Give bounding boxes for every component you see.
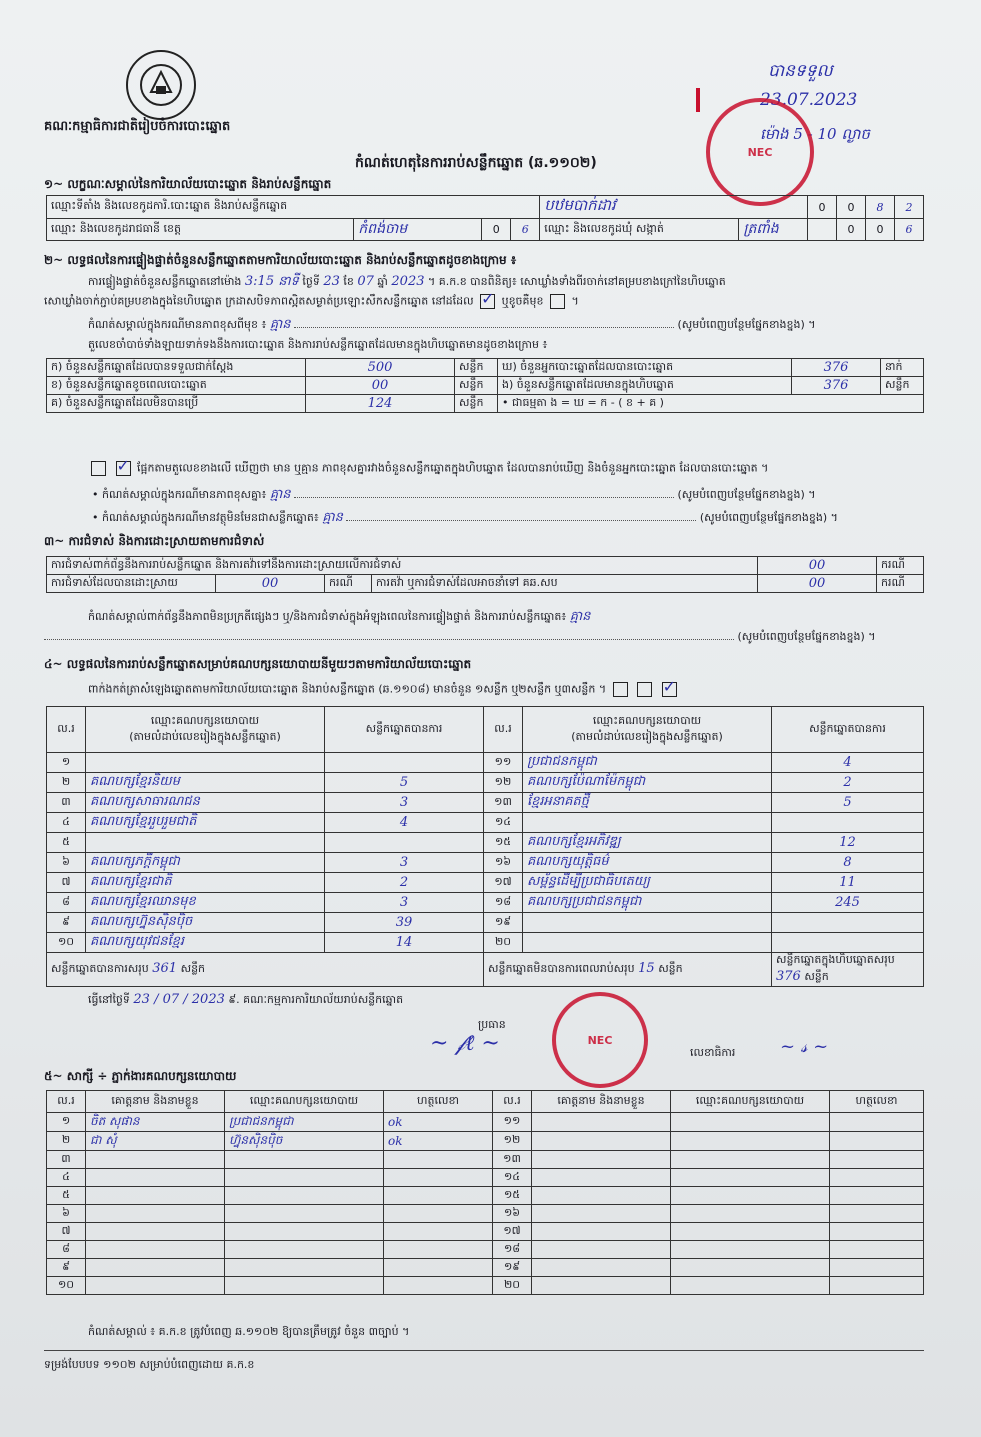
witness-name <box>86 1151 225 1169</box>
result-votes <box>325 753 484 773</box>
witness-row <box>47 1113 924 1132</box>
signing-date-value: 23 / 07 / 2023 <box>133 992 225 1007</box>
figures-table: ក) ចំនួនសន្លឹកឆ្នោតដែលបានទទួលជាក់ស្តែង 500 សន្លឹក ឃ) ចំនួនអ្នកបោះឆ្នោតដែលបានបោះឆ្នោត 376 នាក់ ខ) ចំនួនសន្លឹកឆ្នោតខូចពេលបោះឆ្នោត 00 សន្លឹក ង) ចំនួនសន្លឹកឆ្នោតដែលមានក្នុងហិបឆ្នោត 376 សន្លឹក គ) ចំនួនសន្លឹកឆ្នោតដែលមិនបានប្រើ 124 សន្លឹក • ជាធម្មតា ង = ឃ = ក - ( ខ + គ ) <box>46 358 924 413</box>
result-votes <box>772 913 924 933</box>
witness-name: ជា សុំ <box>86 1132 225 1151</box>
document-page: គណៈកម្មាធិការជាតិរៀបចំការបោះឆ្នោត កំណត់ហេតុនៃការរាប់សន្លឹកឆ្នោត (ឆ.១១០២) បានទទួល 23.07.2023 ម៉ោង 5 - 10 ល្ងាច NEC ១~ លក្ខណៈសម្គាល់នៃការិយាល័យបោះឆ្នោត និងរាប់សន្លឹកឆ្នោត ឈ្មោះទីតាំង និងលេខកូដការិ.បោះឆ្នោត និងរាប់សន្លឹកឆ្នោត បឋមបាក់ដាវ 0 0 8 2 ឈ្មោះ និងលេខកូដរាជធានី ខេត្ត កំពង់ចាម 0 6 ឈ្មោះ និងលេខកូដឃុំ សង្កាត់ ត្រពាំង 0 0 6 ២~ លទ្ធផលនៃការផ្ទៀងផ្ទាត់ចំនួនសន្លឹកឆ្នោតតាមការិយាល័យបោះឆ្នោត និងរាប់សន្លឹកឆ្នោតដូចខាងក្រោម ៖ ការផ្ទៀងផ្ទាត់ចំនួនសន្លឹកឆ្នោតនៅម៉ោង 3:15 នាទី ថ្ងៃទី 23 ខែ 07 ឆ្នាំ 2023 ។ គ.ក.ខ បានពិនិត្យ៖ សោឃ្លាំងទាំងពីរចាក់នៅគម្របខាងក្រៅនៃហិបឆ្នោត សោឃ្លាំងចាក់ភ្ជាប់គម្របខាងក្នុងនៃហិបឆ្នោត ក្រដាសបិទភាពស្អិតសម្ងាត់ប្រឡោះសឹកសន្លឹកឆ្នោត នៅដដែល ✓ ឬខូចគឺមុខ ។ កំណត់សម្គាល់ក្នុងករណីមានភាពខុសពីមុខ ៖ គ្មាន (សូមបំពេញបន្ថែមផ្នែកខាងខ្នង) ។ តួលេខចាំបាច់ទាំងឡាយទាក់ទងនឹងការបោះឆ្នោត និងការរាប់សន្លឹកឆ្នោតដែលមានក្នុងហិបឆ្នោតមានដូចខាងក្រោម ៖ ក) ចំនួនសន្លឹកឆ្នោតដែលបានទទួលជាក់ស្តែង 500 សន្លឹក ឃ) ចំនួនអ្នកបោះឆ្នោតដែលបានបោះឆ្នោត 376 នាក់ ខ) ចំនួនសន្លឹកឆ្នោតខូចពេលបោះឆ្នោត 00 សន្លឹក ង) ចំនួនសន្លឹកឆ្នោតដែលមានក្នុងហិបឆ្នោត 376 សន្លឹក គ) ចំនួនសន្លឹកឆ្នោតដែលមិនបានប្រើ 124 សន្លឹក • ជាធម្មតា ង = ឃ = ក - ( ខ + គ ) ✓ ផ្អែកតាមតួលេខខាងលើ ឃើញថា មាន ឬគ្មាន ភាពខុសគ្នារវាងចំនួនសន្លឹកឆ្នោតក្នុងហិបឆ្នោត ដែលបានរាប់ឃើញ និងចំនួនអ្នកបោះឆ្នោត ដែលបានបោះឆ្នោត ។ • កំណត់សម្គាល់ក្នុងករណីមានភាពខុសគ្នា៖ គ្មាន (សូមបំពេញបន្ថែមផ្នែកខាងខ្នង) ។ • កំណត់សម្គាល់ក្នុងករណីមានវត្ថុមិនមែនជាសន្លឹកឆ្នោត៖ គ្មាន (សូមបំពេញបន្ថែមផ្នែកខាងខ្នង) ។ ៣~ ការជំទាស់ និងការដោះស្រាយតាមការជំទាស់ ការជំទាស់ពាក់ព័ន្ធនឹងការរាប់សន្លឹកឆ្នោត និងការតវ៉ាទៅនឹងការដោះស្រាយលើការជំទាស់ 00 ករណី ការជំទាស់ដែលបានដោះស្រាយ 00 ករណី ការតវ៉ា ឬការជំទាស់ដែលអាចនាំទៅ គឆ.សប 00 ករណី កំណត់សម្គាល់ពាក់ព័ន្ធនឹងភាពមិនប្រក្រតីផ្សេងៗ ឬ/និងការជំទាស់ក្នុងអំឡុងពេលនៃការផ្ទៀងផ្ទាត់ និងការរាប់សន្លឹកឆ្នោត៖ គ្មាន (សូមបំពេញបន្ថែមផ្នែកខាងខ្នង) ។ ៤~ លទ្ធផលនៃការរាប់សន្លឹកឆ្នោតសម្រាប់គណបក្សនយោបាយនីមួយៗតាមការិយាល័យបោះឆ្នោត ពាក់ងកត់ត្រាសំឡេងឆ្នោតតាមការិយាល័យបោះឆ្នោត និងរាប់សន្លឹកឆ្នោត (ឆ.១១០៨) មានចំនួន ១សន្លឹក ឬ២សន្លឹក ឬ៣សន្លឹក ។ ✓ ល.រ ឈ្មោះគណបក្សនយោបាយ (តាមលំដាប់លេខរៀងក្នុងសន្លឹកឆ្នោត) សន្លឹកឆ្នោតបានការ ល.រ ឈ្មោះគណបក្សនយោបាយ (តាមលំដាប់លេខរៀងក្នុងសន្លឹកឆ្នោត) សន្លឹកឆ្នោតបានការ ១ ១១ ប្រជាជនកម្ពុជា 4 ២ គណបក្សខ្មែរនិយម 5 ១២ គណបក្សប៉ែណាម៉ែកម្ពុជា 2 ៣ គណបក្សសាធារណជន 3 ១៣ ខ្មែរអនាគតថ្មី 5 ៤ គណបក្សខ្មែររួបរួមជាតិ 4 ១៤ ៥ ១៥ គណបក្សខ្មែរអភិវឌ្ឍ 12 ៦ គណបក្សភក្តីកម្ពុជា 3 ១៦ គណបក្សយុត្តិធម៌ 8 ៧ គណបក្សខ្មែរជាតិ 2 ១៧ សម្ព័ន្ធដើម្បីប្រជាធិបតេយ្យ 11 ៨ គណបក្សខ្មែរឈានមុខ 3 ១៨ គណបក្សប្រជាជនកម្ពុជា 245 ៩ គណបក្សហ្វ៊ុនស៊ិនប៉ិច 39 ១៩ ១០ គណបក្សយុវជនខ្មែរ 14 ២០ សន្លឹកឆ្នោតបានការសរុប 361 សន្លឹក សន្លឹកឆ្នោតមិនបានការពេលរាប់សរុប 15 សន្លឹក សន្លឹកឆ្នោតក្នុងហិបឆ្នោតសរុប 376 សន្លឹក ធ្វើនៅថ្ងៃទី 23 / 07 / 2023 ៩. គណៈកម្មការការិយាល័យរាប់សន្លឹកឆ្នោត ប្រធាន ~ 𝒻ℓ ~ NEC លេខាធិការ ~ 𝓈 ~ ៥~ សាក្សី ÷ ភ្នាក់ងារគណបក្សនយោបាយ ល.រ គោត្តនាម និងនាមខ្លួន ឈ្មោះគណបក្សនយោបាយ ហត្ថលេខា ល.រ គោត្តនាម និងនាមខ្លួន ឈ្មោះគណបក្សនយោបាយ ហត្ថលេខា ១ ចិត សុផាន ប្រជាជនកម្ពុជា ok ១១ ២ ជា សុំ ហ្វ៊ុនស៊ិនប៉ិច ok ១២ ៣ ១៣ ៤ ១៤ ៥ ១៥ ៦ ១៦ ៧ ១៧ ៨ ១៨ ៩ ១៩ ១០ ២០ កំណត់សម្គាល់ ៖ គ.ក.ខ ត្រូវបំពេញ ឆ.១១០២ ឱ្យបានត្រឹមត្រូវ ចំនួន ៣ច្បាប់ ។ ទម្រង់បែបបទ ១១០២ សម្រាប់បំពេញដោយ គ.ក.ខ <box>0 0 981 1437</box>
witness-empty-cell <box>830 1169 924 1187</box>
result-no: ២ <box>47 773 86 793</box>
witness-party <box>225 1223 384 1241</box>
commune-code-1: 0 <box>837 219 866 241</box>
witness-empty-cell <box>532 1187 671 1205</box>
result-no: ១២ <box>484 773 523 793</box>
result-party <box>523 913 772 933</box>
witness-empty-cell <box>830 1223 924 1241</box>
witness-sig <box>384 1277 493 1295</box>
received-stamp: NEC <box>706 98 814 206</box>
witness-row <box>47 1169 924 1187</box>
location-code-2: 0 <box>837 196 866 219</box>
result-party: គណបក្សខ្មែរជាតិ <box>86 873 325 893</box>
complaints-table: ការជំទាស់ពាក់ព័ន្ធនឹងការរាប់សន្លឹកឆ្នោត និងការតវ៉ាទៅនឹងការដោះស្រាយលើការជំទាស់ 00 ករណី ការជំទាស់ដែលបានដោះស្រាយ 00 ករណី ការតវ៉ា ឬការជំទាស់ដែលអាចនាំទៅ គឆ.សប 00 ករណី <box>46 556 924 593</box>
sheets-3-checkbox[interactable] <box>662 682 677 697</box>
result-votes: 3 <box>325 793 484 813</box>
witness-empty-cell <box>532 1241 671 1259</box>
witness-empty-cell <box>532 1151 671 1169</box>
witness-sig <box>384 1187 493 1205</box>
province-value: កំពង់ចាម <box>354 219 482 241</box>
result-votes: 2 <box>772 773 924 793</box>
witness-empty-cell <box>671 1241 830 1259</box>
total-box: សន្លឹកឆ្នោតក្នុងហិបឆ្នោតសរុប 376 សន្លឹក <box>772 953 924 987</box>
result-votes: 39 <box>325 913 484 933</box>
result-no: ១ <box>47 753 86 773</box>
total-valid: សន្លឹកឆ្នោតបានការសរុប 361 សន្លឹក <box>47 953 484 987</box>
total-invalid-value: 15 <box>638 961 655 976</box>
result-party: គណបក្សប៉ែណាម៉ែកម្ពុជា <box>523 773 772 793</box>
witness-sig <box>384 1259 493 1277</box>
unused-ballots-value: 124 <box>306 395 455 413</box>
witness-empty-cell <box>830 1205 924 1223</box>
witness-party <box>225 1151 384 1169</box>
witness-empty-cell <box>532 1277 671 1295</box>
witness-row <box>47 1259 924 1277</box>
result-no: ១៤ <box>484 813 523 833</box>
result-no: ៧ <box>47 873 86 893</box>
witness-party <box>225 1169 384 1187</box>
result-party: គណបក្សភក្តីកម្ពុជា <box>86 853 325 873</box>
result-no: ២០ <box>484 933 523 953</box>
result-row <box>47 933 924 953</box>
witness-row <box>47 1277 924 1295</box>
witness-empty-cell <box>532 1205 671 1223</box>
chair-label: ប្រធាន <box>478 1018 506 1031</box>
footer-note: កំណត់សម្គាល់ ៖ គ.ក.ខ ត្រូវបំពេញ ឆ.១១០២ ឱ្យបានត្រឹមត្រូវ ចំនួន ៣ច្បាប់ ។ <box>88 1325 410 1338</box>
location-code-4: 2 <box>895 196 924 219</box>
witness-no: ១១ <box>493 1113 532 1132</box>
witness-no: ៦ <box>47 1205 86 1223</box>
result-row <box>47 753 924 773</box>
witness-row <box>47 1223 924 1241</box>
result-party <box>523 933 772 953</box>
result-no: ៤ <box>47 813 86 833</box>
witness-no: ១៦ <box>493 1205 532 1223</box>
result-votes: 2 <box>325 873 484 893</box>
result-party: គណបក្សហ្វ៊ុនស៊ិនប៉ិច <box>86 913 325 933</box>
complaints-label: ការជំទាស់ពាក់ព័ន្ធនឹងការរាប់សន្លឹកឆ្នោត និងការតវ៉ាទៅនឹងការដោះស្រាយលើការជំទាស់ <box>47 557 758 575</box>
witness-name <box>86 1187 225 1205</box>
witness-no: ៩ <box>47 1259 86 1277</box>
result-row <box>47 913 924 933</box>
nec-logo <box>126 50 196 120</box>
commune-value: ត្រពាំង <box>739 219 808 241</box>
witness-sig <box>384 1169 493 1187</box>
result-votes: 4 <box>325 813 484 833</box>
chair-signature: ~ 𝒻ℓ ~ <box>430 1031 500 1056</box>
province-code-1: 0 <box>482 219 511 241</box>
section1-table <box>46 195 924 241</box>
secretary-signature: ~ 𝓈 ~ <box>780 1036 829 1057</box>
result-votes: 12 <box>772 833 924 853</box>
witness-empty-cell <box>671 1223 830 1241</box>
result-party: គណបក្សខ្មែររួបរួមជាតិ <box>86 813 325 833</box>
seal-broken-checkbox[interactable] <box>550 294 565 309</box>
witness-sig <box>384 1241 493 1259</box>
witness-empty-cell <box>671 1259 830 1277</box>
result-no: ៥ <box>47 833 86 853</box>
witness-no: ១៤ <box>493 1169 532 1187</box>
result-votes: 5 <box>325 773 484 793</box>
appeals-label: ការតវ៉ា ឬការជំទាស់ដែលអាចនាំទៅ គឆ.សប <box>372 575 758 593</box>
result-votes <box>772 933 924 953</box>
witness-empty-cell <box>532 1169 671 1187</box>
results-table: ល.រ ឈ្មោះគណបក្សនយោបាយ (តាមលំដាប់លេខរៀងក្នុងសន្លឹកឆ្នោត) សន្លឹកឆ្នោតបានការ ល.រ ឈ្មោះគណបក្សនយោបាយ (តាមលំដាប់លេខរៀងក្នុងសន្លឹកឆ្នោត) សន្លឹកឆ្នោតបានការ ១ ១១ ប្រជាជនកម្ពុជា 4 ២ គណបក្សខ្មែរនិយម 5 ១២ គណបក្សប៉ែណាម៉ែកម្ពុជា 2 ៣ គណបក្សសាធារណជន 3 ១៣ ខ្មែរអនាគតថ្មី 5 ៤ គណបក្សខ្មែររួបរួមជាតិ 4 ១៤ ៥ ១៥ គណបក្សខ្មែរអភិវឌ្ឍ 12 ៦ គណបក្សភក្តីកម្ពុជា 3 ១៦ គណបក្សយុត្តិធម៌ 8 ៧ គណបក្សខ្មែរជាតិ 2 ១៧ សម្ព័ន្ធដើម្បីប្រជាធិបតេយ្យ 11 ៨ គណបក្សខ្មែរឈានមុខ 3 ១៨ គណបក្សប្រជាជនកម្ពុជា 245 ៩ គណបក្សហ្វ៊ុនស៊ិនប៉ិច 39 ១៩ ១០ គណបក្សយុវជនខ្មែរ 14 ២០ សន្លឹកឆ្នោតបានការសរុប 361 សន្លឹក សន្លឹកឆ្នោតមិនបានការពេលរាប់សរុប 15 សន្លឹក សន្លឹកឆ្នោតក្នុងហិបឆ្នោតសរុប 376 សន្លឹក <box>46 706 924 987</box>
witness-no: ៥ <box>47 1187 86 1205</box>
irregularity-note: កំណត់សម្គាល់ពាក់ព័ន្ធនឹងភាពមិនប្រក្រតីផ្សេងៗ ឬ/និងការជំទាស់ក្នុងអំឡុងពេលនៃការផ្ទៀងផ្ទាត់ និងការរាប់សន្លឹកឆ្នោត៖ គ្មាន <box>88 609 591 624</box>
witness-no: ៣ <box>47 1151 86 1169</box>
result-row <box>47 853 924 873</box>
witness-empty-cell <box>830 1241 924 1259</box>
witness-row <box>47 1205 924 1223</box>
section2-heading: ២~ លទ្ធផលនៃការផ្ទៀងផ្ទាត់ចំនួនសន្លឹកឆ្នោតតាមការិយាល័យបោះឆ្នោត និងរាប់សន្លឹកឆ្នោតដូចខាងក្រោម ៖ <box>44 253 517 267</box>
bullet-foreign: • កំណត់សម្គាល់ក្នុងករណីមានវត្ថុមិនមែនជាសន្លឹកឆ្នោត៖ គ្មាន (សូមបំពេញបន្ថែមផ្នែកខាងខ្នង) ។ <box>92 510 838 525</box>
received-ballots-label: ក) ចំនួនសន្លឹកឆ្នោតដែលបានទទួលជាក់ស្តែង <box>47 359 306 377</box>
witness-empty-cell <box>830 1132 924 1151</box>
section4-heading: ៤~ លទ្ធផលនៃការរាប់សន្លឹកឆ្នោតសម្រាប់គណបក្សនយោបាយនីមួយៗតាមការិយាល័យបោះឆ្នោត <box>44 657 472 671</box>
witness-row <box>47 1241 924 1259</box>
received-ballots-value: 500 <box>306 359 455 377</box>
received-time: ម៉ោង 5 - 10 ល្ងាច <box>760 125 870 143</box>
witness-empty-cell <box>671 1277 830 1295</box>
spoiled-ballots-value: 00 <box>306 377 455 395</box>
witness-empty-cell <box>671 1151 830 1169</box>
seal-note-value: គ្មាន <box>269 317 291 332</box>
location-code-1: 0 <box>808 196 837 219</box>
result-no: ៣ <box>47 793 86 813</box>
location-value: បឋមបាក់ដាវ <box>540 196 808 219</box>
result-no: ១៩ <box>484 913 523 933</box>
count-year: 2023 <box>391 274 425 289</box>
total-box-value: 376 <box>776 969 801 984</box>
section4-intro: ពាក់ងកត់ត្រាសំឡេងឆ្នោតតាមការិយាល័យបោះឆ្នោត និងរាប់សន្លឹកឆ្នោត (ឆ.១១០៨) មានចំនួន ១សន្លឹក ឬ២សន្លឹក ឬ៣សន្លឹក ។ ✓ <box>88 682 680 699</box>
section1-heading: ១~ លក្ខណៈសម្គាល់នៃការិយាល័យបោះឆ្នោត និងរាប់សន្លឹកឆ្នោត <box>44 177 332 191</box>
result-no: ១០ <box>47 933 86 953</box>
sheets-1-checkbox[interactable] <box>613 682 628 697</box>
total-invalid: សន្លឹកឆ្នោតមិនបានការពេលរាប់សរុប 15 សន្លឹក <box>484 953 772 987</box>
result-row <box>47 873 924 893</box>
location-label: ឈ្មោះទីតាំង និងលេខកូដការិ.បោះឆ្នោត និងរាប់សន្លឹកឆ្នោត <box>47 196 540 219</box>
witness-empty-cell <box>830 1113 924 1132</box>
witness-party <box>225 1259 384 1277</box>
result-votes: 14 <box>325 933 484 953</box>
count-time: 3:15 នាទី <box>244 274 299 289</box>
witness-empty-cell <box>830 1277 924 1295</box>
received-date: 23.07.2023 <box>760 90 858 110</box>
witness-no: ១៧ <box>493 1223 532 1241</box>
witness-row <box>47 1187 924 1205</box>
bullet-diff: • កំណត់សម្គាល់ក្នុងករណីមានភាពខុសគ្នា៖ គ្មាន (សូមបំពេញបន្ថែមផ្នែកខាងខ្នង) ។ <box>92 487 816 502</box>
count-month: 07 <box>357 274 374 289</box>
commune-label: ឈ្មោះ និងលេខកូដឃុំ សង្កាត់ <box>540 219 739 241</box>
result-party <box>86 833 325 853</box>
diff-no-checkbox[interactable] <box>116 461 131 476</box>
result-row <box>47 773 924 793</box>
result-votes: 11 <box>772 873 924 893</box>
resolved-label: ការជំទាស់ដែលបានដោះស្រាយ <box>47 575 216 593</box>
result-no: ១៦ <box>484 853 523 873</box>
result-party: គណបក្សខ្មែរឈានមុខ <box>86 893 325 913</box>
result-party: សម្ព័ន្ធដើម្បីប្រជាធិបតេយ្យ <box>523 873 772 893</box>
witness-name <box>86 1241 225 1259</box>
result-party: ប្រជាជនកម្ពុជា <box>523 753 772 773</box>
witness-no: ១៥ <box>493 1187 532 1205</box>
witness-name: ចិត សុផាន <box>86 1113 225 1132</box>
section2-para4: តួលេខចាំបាច់ទាំងឡាយទាក់ទងនឹងការបោះឆ្នោត និងការរាប់សន្លឹកឆ្នោតដែលមានក្នុងហិបឆ្នោតមានដូចខាងក្រោម ៖ <box>88 338 548 351</box>
witness-no: ១៨ <box>493 1241 532 1259</box>
total-valid-value: 361 <box>152 961 178 976</box>
seal-intact-checkbox[interactable] <box>480 294 495 309</box>
result-party: គណបក្សសាធារណជន <box>86 793 325 813</box>
witness-name <box>86 1259 225 1277</box>
witness-no: ១២ <box>493 1132 532 1151</box>
unused-ballots-label: គ) ចំនួនសន្លឹកឆ្នោតដែលមិនបានប្រើ <box>47 395 306 413</box>
witness-empty-cell <box>671 1132 830 1151</box>
result-party <box>523 813 772 833</box>
witness-party <box>225 1241 384 1259</box>
witness-party: ហ្វ៊ុនស៊ិនប៉ិច <box>225 1132 384 1151</box>
witness-no: ២ <box>47 1132 86 1151</box>
result-party: គណបក្សប្រជាជនកម្ពុជា <box>523 893 772 913</box>
result-no: ៨ <box>47 893 86 913</box>
witness-sig: ok <box>384 1132 493 1151</box>
result-votes: 4 <box>772 753 924 773</box>
spoiled-ballots-label: ខ) ចំនួនសន្លឹកឆ្នោតខូចពេលបោះឆ្នោត <box>47 377 306 395</box>
witness-no: ៧ <box>47 1223 86 1241</box>
result-no: ៩ <box>47 913 86 933</box>
result-votes <box>325 833 484 853</box>
secretary-label: លេខាធិការ <box>690 1046 736 1059</box>
appeals-value: 00 <box>758 575 877 593</box>
committee-stamp: NEC <box>552 992 648 1088</box>
province-code-2: 6 <box>511 219 540 241</box>
witness-sig: ok <box>384 1113 493 1132</box>
result-no: ១៥ <box>484 833 523 853</box>
result-row <box>47 813 924 833</box>
witness-sig <box>384 1205 493 1223</box>
ballots-in-box-value: 376 <box>792 377 881 395</box>
sheets-2-checkbox[interactable] <box>637 682 652 697</box>
voters-label: ឃ) ចំនួនអ្នកបោះឆ្នោតដែលបានបោះឆ្នោត <box>498 359 792 377</box>
section3-heading: ៣~ ការជំទាស់ និងការដោះស្រាយតាមការជំទាស់ <box>44 534 265 548</box>
witness-empty-cell <box>532 1223 671 1241</box>
voters-value: 376 <box>792 359 881 377</box>
witness-name <box>86 1277 225 1295</box>
commune-code-3: 6 <box>895 219 924 241</box>
result-votes: 3 <box>325 853 484 873</box>
result-party: គណបក្សខ្មែរអភិវឌ្ឍ <box>523 833 772 853</box>
witness-table: ល.រ គោត្តនាម និងនាមខ្លួន ឈ្មោះគណបក្សនយោបាយ ហត្ថលេខា ល.រ គោត្តនាម និងនាមខ្លួន ឈ្មោះគណបក្សនយោបាយ ហត្ថលេខា ១ ចិត សុផាន ប្រជាជនកម្ពុជា ok ១១ ២ ជា សុំ ហ្វ៊ុនស៊ិនប៉ិច ok ១២ ៣ ១៣ ៤ ១៤ ៥ ១៥ ៦ ១៦ ៧ ១៧ ៨ ១៨ ៩ ១៩ ១០ ២០ <box>46 1090 924 1295</box>
witness-row <box>47 1132 924 1151</box>
result-votes: 3 <box>325 893 484 913</box>
received-label: បានទទួល <box>768 61 833 81</box>
witness-empty-cell <box>532 1132 671 1151</box>
witness-no: ៨ <box>47 1241 86 1259</box>
witness-name <box>86 1169 225 1187</box>
result-no: ១៧ <box>484 873 523 893</box>
witness-no: ២០ <box>493 1277 532 1295</box>
witness-no: ៤ <box>47 1169 86 1187</box>
resolved-value: 00 <box>216 575 325 593</box>
witness-empty-cell <box>830 1187 924 1205</box>
result-no: ១១ <box>484 753 523 773</box>
witness-empty-cell <box>671 1205 830 1223</box>
witness-empty-cell <box>671 1113 830 1132</box>
count-day: 23 <box>323 274 340 289</box>
result-votes: 245 <box>772 893 924 913</box>
witness-name <box>86 1223 225 1241</box>
witness-party: ប្រជាជនកម្ពុជា <box>225 1113 384 1132</box>
result-party: គណបក្សយុត្តិធម៌ <box>523 853 772 873</box>
witness-no: ១០ <box>47 1277 86 1295</box>
witness-empty-cell <box>671 1187 830 1205</box>
diff-yes-checkbox[interactable] <box>91 461 106 476</box>
result-no: ១៣ <box>484 793 523 813</box>
form-title: កំណត់ហេតុនៃការរាប់សន្លឹកឆ្នោត (ឆ.១១០២) <box>355 155 597 171</box>
ballots-in-box-label: ង) ចំនួនសន្លឹកឆ្នោតដែលមានក្នុងហិបឆ្នោត <box>498 377 792 395</box>
witness-sig <box>384 1223 493 1241</box>
witness-empty-cell <box>830 1259 924 1277</box>
province-label: ឈ្មោះ និងលេខកូដរាជធានី ខេត្ត <box>47 219 354 241</box>
bracket-mark <box>696 88 700 112</box>
witness-party <box>225 1277 384 1295</box>
witness-row <box>47 1151 924 1169</box>
witness-no: ១ <box>47 1113 86 1132</box>
witness-empty-cell <box>532 1113 671 1132</box>
result-no: ១៨ <box>484 893 523 913</box>
witness-party <box>225 1205 384 1223</box>
result-votes: 5 <box>772 793 924 813</box>
form-footer: ទម្រង់បែបបទ ១១០២ សម្រាប់បំពេញដោយ គ.ក.ខ <box>44 1358 255 1371</box>
section2-para3: កំណត់សម្គាល់ក្នុងករណីមានភាពខុសពីមុខ ៖ គ្មាន (សូមបំពេញបន្ថែមផ្នែកខាងខ្នង) ។ <box>88 317 816 332</box>
result-party: គណបក្សយុវជនខ្មែរ <box>86 933 325 953</box>
witness-party <box>225 1187 384 1205</box>
witness-empty-cell <box>671 1169 830 1187</box>
result-party <box>86 753 325 773</box>
signing-date: ធ្វើនៅថ្ងៃទី 23 / 07 / 2023 ៩. គណៈកម្មការការិយាល័យរាប់សន្លឹកឆ្នោត <box>88 992 404 1007</box>
result-row <box>47 833 924 853</box>
witness-no: ១៩ <box>493 1259 532 1277</box>
witness-empty-cell <box>532 1259 671 1277</box>
section2-para5: ✓ ផ្អែកតាមតួលេខខាងលើ ឃើញថា មាន ឬគ្មាន ភាពខុសគ្នារវាងចំនួនសន្លឹកឆ្នោតក្នុងហិបឆ្នោត ដែលបានរាប់ឃើញ និងចំនួនអ្នកបោះឆ្នោត ដែលបានបោះឆ្នោត ។ <box>88 461 924 478</box>
section5-heading: ៥~ សាក្សី ÷ ភ្នាក់ងារគណបក្សនយោបាយ <box>44 1069 237 1083</box>
section2-para1: ការផ្ទៀងផ្ទាត់ចំនួនសន្លឹកឆ្នោតនៅម៉ោង 3:15 នាទី ថ្ងៃទី 23 ខែ 07 ឆ្នាំ 2023 ។ គ.ក.ខ បានពិនិត្យ៖ សោឃ្លាំងទាំងពីរចាក់នៅគម្របខាងក្រៅនៃហិបឆ្នោត <box>88 274 726 289</box>
result-party: ខ្មែរអនាគតថ្មី <box>523 793 772 813</box>
result-row <box>47 793 924 813</box>
result-votes <box>772 813 924 833</box>
witness-sig <box>384 1151 493 1169</box>
section2-para2: សោឃ្លាំងចាក់ភ្ជាប់គម្របខាងក្នុងនៃហិបឆ្នោត ក្រដាសបិទភាពស្អិតសម្ងាត់ប្រឡោះសឹកសន្លឹកឆ្នោត នៅដដែល ✓ ឬខូចគឺមុខ ។ <box>44 294 579 311</box>
result-votes: 8 <box>772 853 924 873</box>
witness-empty-cell <box>830 1151 924 1169</box>
result-row <box>47 893 924 913</box>
witness-name <box>86 1205 225 1223</box>
result-party: គណបក្សខ្មែរនិយម <box>86 773 325 793</box>
org-name: គណៈកម្មាធិការជាតិរៀបចំការបោះឆ្នោត <box>44 119 231 134</box>
witness-no: ១៣ <box>493 1151 532 1169</box>
formula: • ជាធម្មតា ង = ឃ = ក - ( ខ + គ ) <box>498 395 924 413</box>
complaints-value: 00 <box>758 557 877 575</box>
commune-code-2: 0 <box>866 219 895 241</box>
location-code-3: 8 <box>866 196 895 219</box>
result-no: ៦ <box>47 853 86 873</box>
